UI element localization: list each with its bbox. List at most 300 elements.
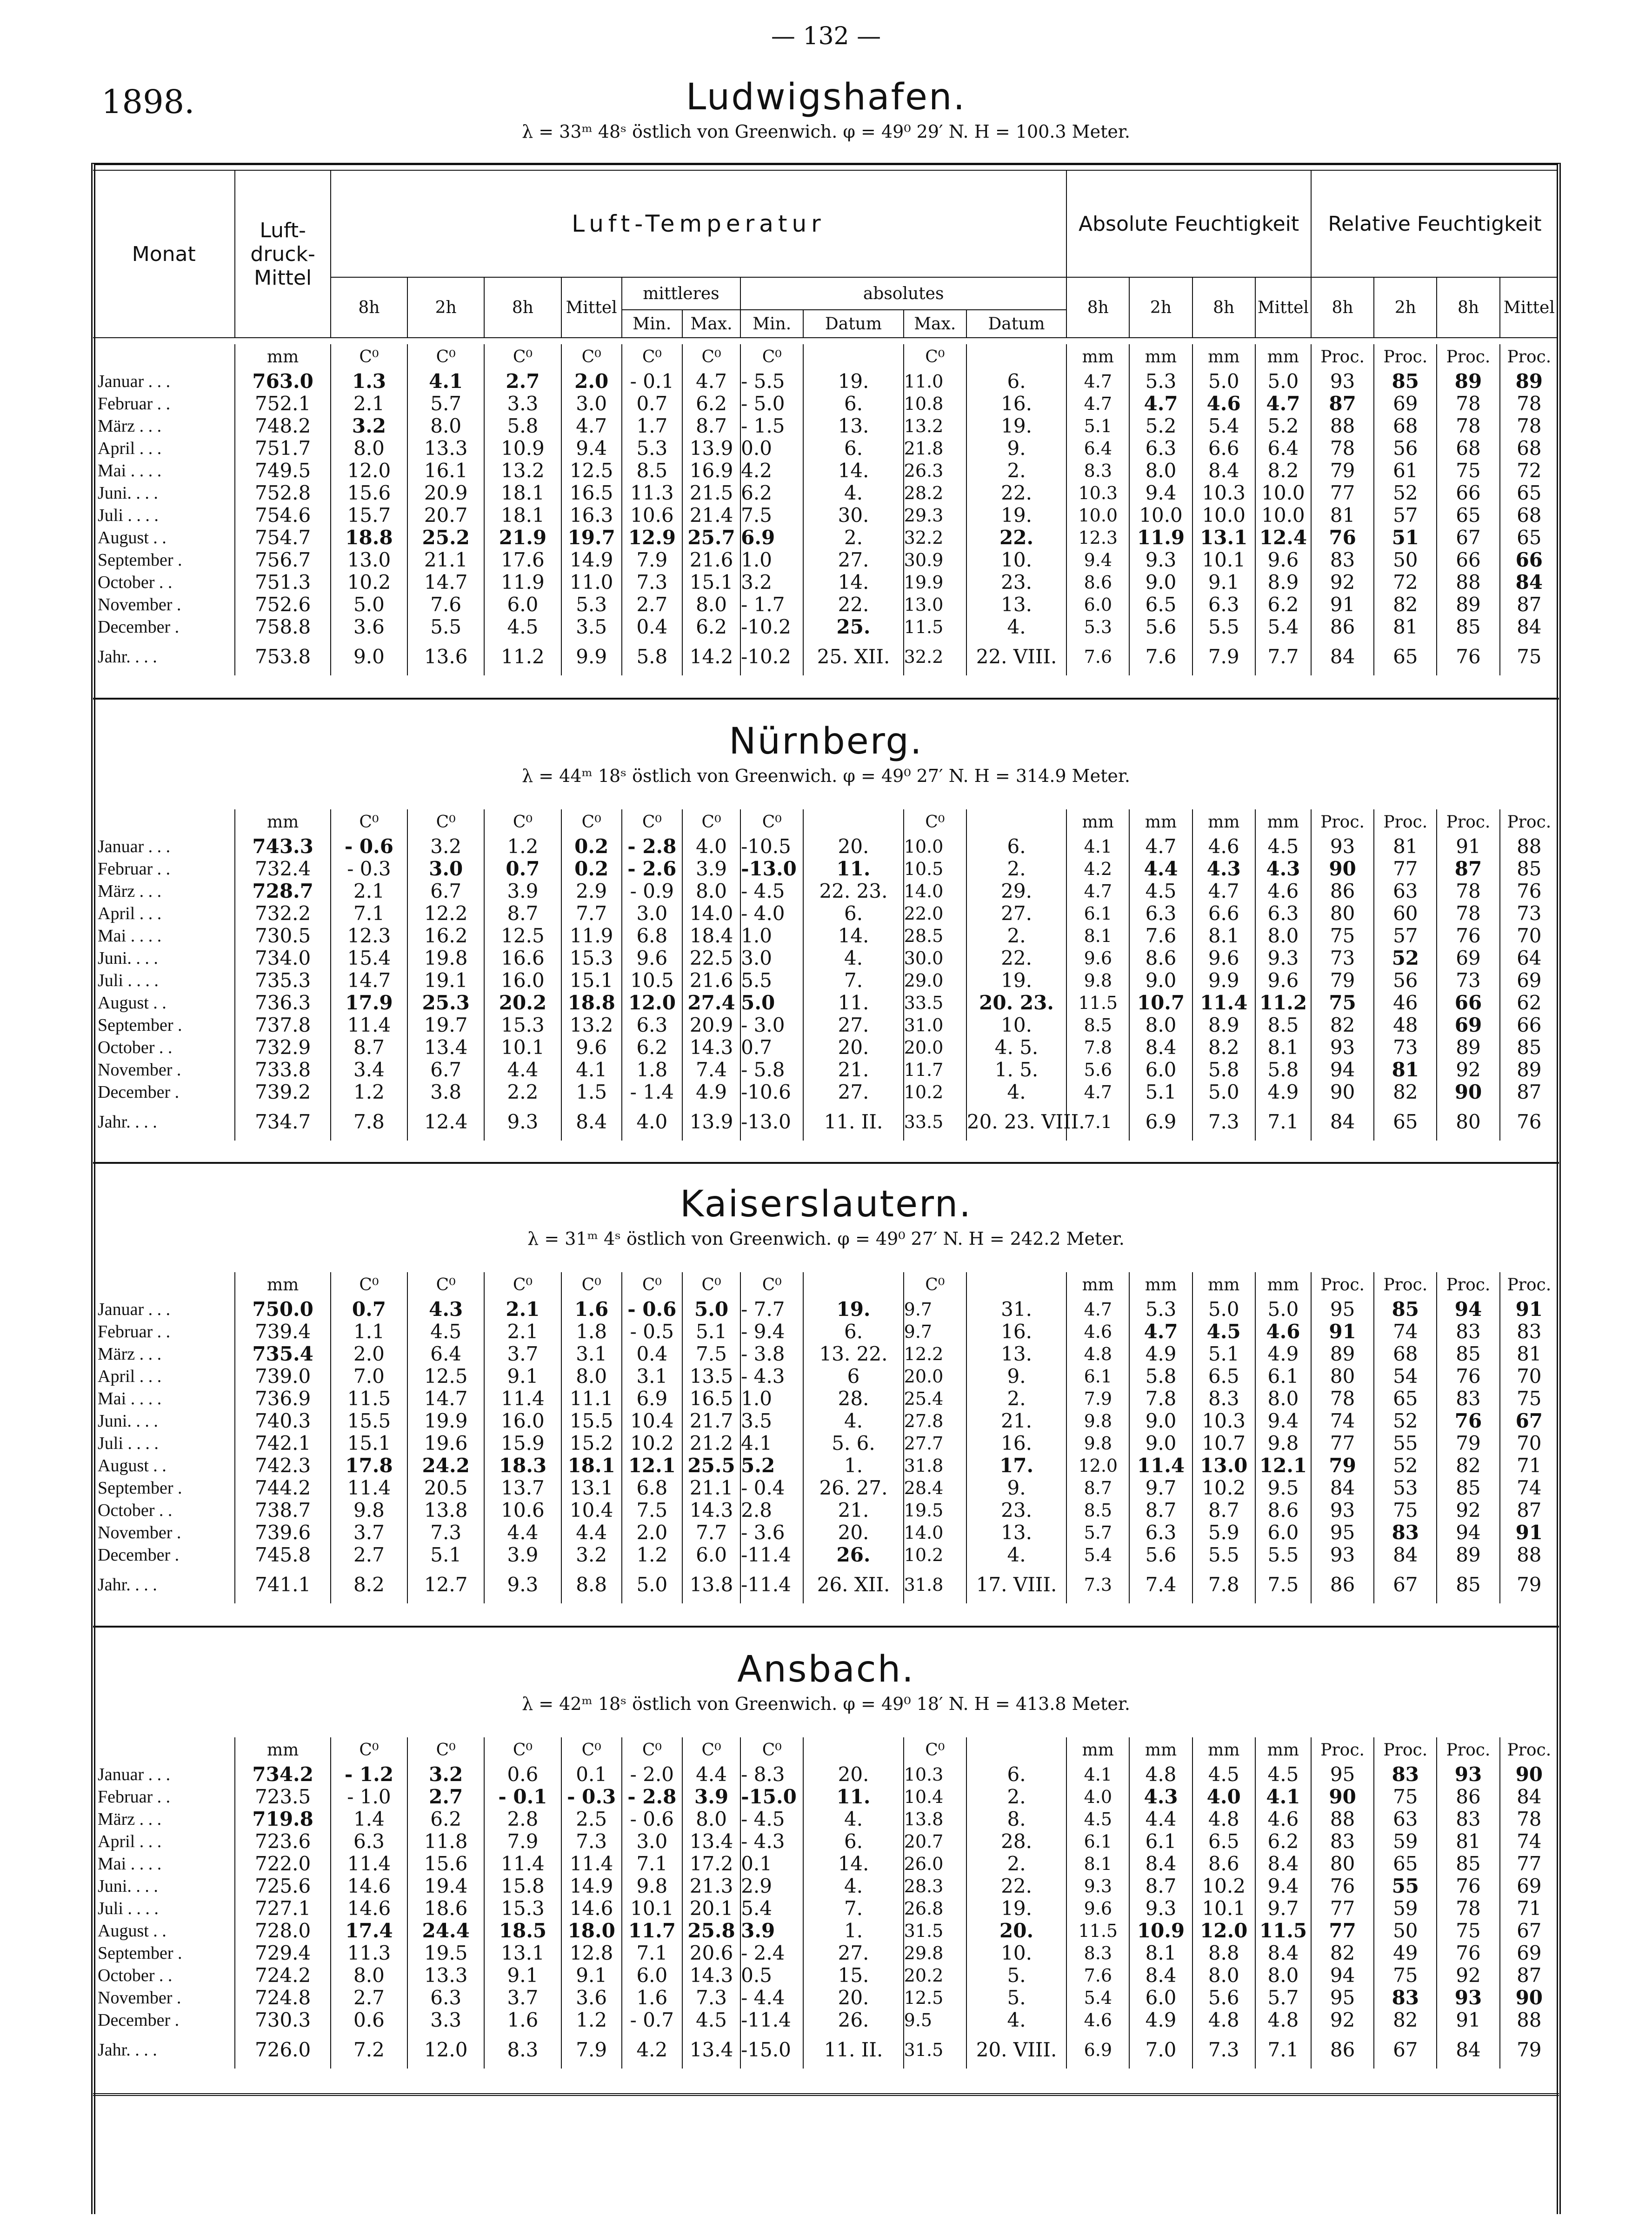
data-cell: 4. — [966, 1544, 1066, 1566]
data-cell: 7.0 — [331, 1365, 407, 1388]
data-cell: 9.6 — [561, 1036, 622, 1059]
data-cell: 4.1 — [740, 1432, 803, 1455]
data-cell: 12.0 — [1192, 1920, 1255, 1942]
data-cell: 18.8 — [561, 992, 622, 1014]
data-cell: 735.4 — [235, 1343, 330, 1365]
data-cell: 12.9 — [622, 527, 682, 549]
data-cell: 22. — [966, 527, 1066, 549]
data-cell: 4.5 — [682, 2009, 740, 2031]
data-cell: 734.0 — [235, 947, 330, 969]
data-cell: 95 — [1311, 1522, 1374, 1544]
data-cell: 4.7 — [1066, 1298, 1129, 1321]
data-cell: 10.0 — [1192, 504, 1255, 527]
data-cell: 15.6 — [331, 482, 407, 504]
data-cell: 4.7 — [1129, 1321, 1192, 1343]
data-cell: 4.6 — [1192, 393, 1255, 415]
data-cell: 3.9 — [682, 1786, 740, 1808]
data-cell: 14.0 — [904, 880, 966, 902]
data-cell: 2.1 — [484, 1321, 561, 1343]
data-cell: 8.9 — [1255, 571, 1311, 594]
data-cell: 11.3 — [331, 1942, 407, 1964]
data-cell: 82 — [1311, 1014, 1374, 1036]
data-cell: 7.8 — [1129, 1388, 1192, 1410]
data-cell: 9.8 — [622, 1875, 682, 1897]
header-mittleres-max: Max. — [682, 310, 740, 338]
station-title: Kaiserslautern. — [680, 1183, 972, 1225]
data-cell: 7.2 — [331, 2031, 407, 2069]
data-cell: 78 — [1311, 1388, 1374, 1410]
data-cell: 25. — [803, 616, 903, 638]
data-cell: 79 — [1311, 1455, 1374, 1477]
data-cell: 9.4 — [561, 437, 622, 460]
data-cell: 7.9 — [1066, 1388, 1129, 1410]
data-cell: 73 — [1311, 947, 1374, 969]
data-cell: 27. — [803, 1014, 903, 1036]
header-absolutes-max: Max. — [904, 310, 966, 338]
station-coordinates: λ = 42ᵐ 18ˢ östlich von Greenwich. φ = 49⁰ 18′ N. H = 413.8 Meter. — [522, 1694, 1130, 1714]
data-cell: 95 — [1311, 1987, 1374, 2009]
table-row — [93, 393, 1558, 415]
data-cell: 5.0 — [1255, 1298, 1311, 1321]
data-cell: - 0.3 — [331, 858, 407, 880]
data-cell: 5.0 — [1192, 370, 1255, 393]
data-cell: 10.4 — [561, 1499, 622, 1522]
data-cell: 6.7 — [407, 880, 484, 902]
month-label: März . . . — [98, 881, 162, 901]
data-cell: - 3.0 — [740, 1014, 803, 1036]
data-cell: 9.8 — [1066, 1410, 1129, 1432]
data-cell: 1.0 — [740, 925, 803, 947]
data-cell: 13.3 — [407, 437, 484, 460]
data-cell: 8.0 — [682, 1808, 740, 1830]
data-cell: 8.0 — [331, 1964, 407, 1987]
data-cell: - 1.4 — [622, 1081, 682, 1103]
data-cell: 19. — [966, 504, 1066, 527]
data-cell: 22.0 — [904, 902, 966, 925]
data-cell: 72 — [1374, 571, 1437, 594]
data-cell: 94 — [1311, 1059, 1374, 1081]
data-cell: 8.3 — [484, 2031, 561, 2069]
table-row — [93, 527, 1558, 549]
data-cell: 724.8 — [235, 1987, 330, 2009]
data-cell: 7.3 — [561, 1830, 622, 1853]
data-cell: 83 — [1374, 1522, 1437, 1544]
table-row — [93, 835, 1558, 858]
data-cell: 92 — [1437, 1964, 1499, 1987]
data-cell: 78 — [1500, 1808, 1558, 1830]
units-cell-blank — [93, 809, 235, 835]
data-cell: 8.0 — [682, 594, 740, 616]
data-cell: 89 — [1500, 1059, 1558, 1081]
data-cell: 9.3 — [1066, 1875, 1129, 1897]
data-cell: 6.0 — [1066, 594, 1129, 616]
data-cell: 749.5 — [235, 460, 330, 482]
data-cell: 28. — [803, 1388, 903, 1410]
data-cell: 4.9 — [1255, 1343, 1311, 1365]
data-cell: 15.2 — [561, 1432, 622, 1455]
data-cell: 70 — [1500, 925, 1558, 947]
data-cell: 15.8 — [484, 1875, 561, 1897]
data-cell: 1. — [803, 1455, 903, 1477]
data-cell: 10.3 — [1192, 1410, 1255, 1432]
data-cell: 84 — [1500, 616, 1558, 638]
data-cell: 4.1 — [1255, 1786, 1311, 1808]
data-cell: 7.5 — [682, 1343, 740, 1365]
unit-cell — [966, 344, 1066, 370]
data-cell: 76 — [1500, 1103, 1558, 1141]
unit-cell: Proc. — [1374, 1737, 1437, 1763]
table-row — [93, 880, 1558, 902]
data-cell: 6.2 — [682, 393, 740, 415]
units-row — [93, 344, 1558, 370]
data-cell: 15.4 — [331, 947, 407, 969]
data-cell: 739.2 — [235, 1081, 330, 1103]
data-cell: 69 — [1500, 969, 1558, 992]
data-cell: - 2.0 — [622, 1763, 682, 1786]
data-cell: 66 — [1437, 549, 1499, 571]
data-cell: 93 — [1311, 1499, 1374, 1522]
data-cell: 15.3 — [484, 1014, 561, 1036]
data-cell: 13.4 — [682, 2031, 740, 2069]
month-label: Juli . . . . — [98, 1434, 159, 1453]
data-cell: 19.9 — [407, 1410, 484, 1432]
data-cell: 10.4 — [904, 1786, 966, 1808]
data-cell: 5.0 — [622, 1566, 682, 1603]
data-cell: - 4.4 — [740, 1987, 803, 2009]
header-absolute-feuchtigkeit: Absolute Feuchtigkeit — [1066, 170, 1311, 277]
data-cell: 10.1 — [1192, 1897, 1255, 1920]
data-cell: 11.5 — [1066, 992, 1129, 1014]
data-cell: 10.1 — [484, 1036, 561, 1059]
data-cell: 2.1 — [331, 393, 407, 415]
data-cell: 10.8 — [904, 393, 966, 415]
unit-cell — [803, 1272, 903, 1298]
data-cell: - 4.3 — [740, 1830, 803, 1853]
data-cell: 16. — [966, 1432, 1066, 1455]
data-cell: 89 — [1311, 1343, 1374, 1365]
data-cell: 81 — [1437, 1830, 1499, 1853]
data-cell: 13.9 — [682, 437, 740, 460]
data-cell: - 2.6 — [622, 858, 682, 880]
data-cell: 8.5 — [1255, 1014, 1311, 1036]
data-cell: 80 — [1311, 902, 1374, 925]
data-cell: 14. — [803, 571, 903, 594]
data-cell: 20. VIII. — [966, 2031, 1066, 2069]
data-cell: 30.0 — [904, 947, 966, 969]
data-cell: 9.4 — [1129, 482, 1192, 504]
data-cell: 73 — [1500, 902, 1558, 925]
data-cell: 53 — [1374, 1477, 1437, 1499]
data-cell: 9.8 — [1255, 1432, 1311, 1455]
data-cell: 7.3 — [1192, 2031, 1255, 2069]
data-cell: 20.7 — [904, 1830, 966, 1853]
data-cell: 11. — [803, 858, 903, 880]
data-cell: 8.4 — [1255, 1853, 1311, 1875]
data-cell: 5. 6. — [803, 1432, 903, 1455]
station-table-nuernberg — [93, 809, 1558, 1141]
data-cell: 87 — [1311, 393, 1374, 415]
data-cell: 5.0 — [1255, 370, 1311, 393]
data-cell: 0.4 — [622, 1343, 682, 1365]
year-label: 1898. — [101, 83, 195, 121]
data-cell: 20. — [803, 1036, 903, 1059]
data-cell: 66 — [1500, 549, 1558, 571]
data-cell: 9.4 — [1255, 1875, 1311, 1897]
data-cell: 3.2 — [561, 1544, 622, 1566]
data-cell: 5.0 — [1192, 1298, 1255, 1321]
data-cell: 5.0 — [740, 992, 803, 1014]
data-cell: 7.1 — [331, 902, 407, 925]
data-cell: 732.4 — [235, 858, 330, 880]
data-cell: 6.5 — [1192, 1830, 1255, 1853]
data-cell: 12.3 — [331, 925, 407, 947]
data-cell: 10.1 — [622, 1897, 682, 1920]
data-cell: 6.2 — [407, 1808, 484, 1830]
data-cell: 5.8 — [1129, 1365, 1192, 1388]
data-cell: 6.0 — [1129, 1059, 1192, 1081]
data-cell: 12.1 — [1255, 1455, 1311, 1477]
data-cell: 50 — [1374, 549, 1437, 571]
header-absolutes-min-datum: Datum — [803, 310, 903, 338]
data-cell: 6.4 — [1255, 437, 1311, 460]
station-header-ludwigshafen — [0, 76, 1652, 142]
data-cell: 5.5 — [1255, 1544, 1311, 1566]
data-cell: 32.2 — [904, 638, 966, 675]
data-cell: - 0.1 — [622, 370, 682, 393]
data-cell: 56 — [1374, 437, 1437, 460]
data-cell: 25.3 — [407, 992, 484, 1014]
data-cell: 52 — [1374, 482, 1437, 504]
data-cell: 10.6 — [484, 1499, 561, 1522]
data-cell: 4.9 — [1255, 1081, 1311, 1103]
data-cell: 6.4 — [1066, 437, 1129, 460]
unit-cell: C⁰ — [904, 344, 966, 370]
data-cell: 18.1 — [561, 1455, 622, 1477]
data-cell: 89 — [1437, 370, 1499, 393]
data-cell: 7.7 — [1255, 638, 1311, 675]
header-relative-feuchtigkeit: Relative Feuchtigkeit — [1311, 170, 1558, 277]
data-cell: 10.1 — [1192, 549, 1255, 571]
data-cell: 76 — [1500, 880, 1558, 902]
data-cell: 84 — [1437, 2031, 1499, 2069]
data-cell: 7.3 — [682, 1987, 740, 2009]
unit-cell: mm — [235, 344, 330, 370]
data-cell: 21.4 — [682, 504, 740, 527]
data-cell: 4.8 — [1129, 1763, 1192, 1786]
data-cell: 7.3 — [1192, 1103, 1255, 1141]
data-cell: 3.7 — [331, 1522, 407, 1544]
data-cell: 739.0 — [235, 1365, 330, 1388]
data-cell: 72 — [1500, 460, 1558, 482]
data-cell: 66 — [1437, 482, 1499, 504]
data-cell: 3.9 — [740, 1920, 803, 1942]
data-cell: 75 — [1311, 925, 1374, 947]
unit-cell: C⁰ — [904, 1737, 966, 1763]
table-row — [93, 1477, 1558, 1499]
data-cell: 12.4 — [1255, 527, 1311, 549]
data-cell: 69 — [1374, 393, 1437, 415]
data-cell: 4.1 — [1066, 835, 1129, 858]
data-cell: 739.6 — [235, 1522, 330, 1544]
data-cell: 78 — [1500, 415, 1558, 437]
data-cell: -11.4 — [740, 2009, 803, 2031]
station-header-kaiserslautern — [0, 1183, 1652, 1249]
data-cell: 27. — [803, 1081, 903, 1103]
data-cell: 9.8 — [1066, 969, 1129, 992]
data-cell: 13.4 — [682, 1830, 740, 1853]
table-row — [93, 460, 1558, 482]
data-cell: 78 — [1500, 393, 1558, 415]
data-cell: 91 — [1437, 835, 1499, 858]
data-cell: 13. — [966, 1343, 1066, 1365]
data-cell: 48 — [1374, 1014, 1437, 1036]
data-cell: 91 — [1437, 2009, 1499, 2031]
data-cell: 81 — [1374, 1059, 1437, 1081]
data-cell: 70 — [1500, 1432, 1558, 1455]
data-cell: 8.4 — [561, 1103, 622, 1141]
data-cell: 2.9 — [740, 1875, 803, 1897]
data-cell: 14. — [803, 925, 903, 947]
data-cell: 77 — [1311, 1897, 1374, 1920]
data-cell: 7.9 — [561, 2031, 622, 2069]
unit-cell: mm — [1255, 809, 1311, 835]
data-cell: 11.4 — [561, 1853, 622, 1875]
data-cell: 6.1 — [1129, 1830, 1192, 1853]
data-cell: -15.0 — [740, 2031, 803, 2069]
data-cell: 13.9 — [682, 1103, 740, 1141]
data-cell: -11.4 — [740, 1566, 803, 1603]
unit-cell: mm — [1192, 1737, 1255, 1763]
data-cell: 15.3 — [484, 1897, 561, 1920]
column-header — [93, 170, 1558, 338]
data-cell: 6.3 — [1255, 902, 1311, 925]
data-cell: 742.3 — [235, 1455, 330, 1477]
unit-cell: C⁰ — [622, 1272, 682, 1298]
unit-cell: C⁰ — [740, 1272, 803, 1298]
data-cell: 13.2 — [904, 415, 966, 437]
data-cell: 733.8 — [235, 1059, 330, 1081]
table-row — [93, 1059, 1558, 1081]
data-cell: - 0.6 — [331, 835, 407, 858]
data-cell: 77 — [1311, 482, 1374, 504]
data-cell: 7.8 — [331, 1103, 407, 1141]
units-cell-blank — [93, 1737, 235, 1763]
data-cell: 69 — [1500, 1942, 1558, 1964]
data-cell: 1. — [803, 1920, 903, 1942]
data-cell: 8.5 — [622, 460, 682, 482]
data-cell: 6. — [803, 1321, 903, 1343]
data-cell: 4.6 — [1066, 2009, 1129, 2031]
data-cell: 2. — [966, 858, 1066, 880]
data-cell: 4.8 — [1255, 2009, 1311, 2031]
data-cell: 11.9 — [1129, 527, 1192, 549]
data-cell: 2.0 — [331, 1343, 407, 1365]
data-cell: 5.0 — [682, 1298, 740, 1321]
data-cell: 24.2 — [407, 1455, 484, 1477]
data-cell: 65 — [1437, 504, 1499, 527]
data-cell: 78 — [1437, 1897, 1499, 1920]
data-cell: 4.5 — [1255, 835, 1311, 858]
data-cell: 8.5 — [1066, 1014, 1129, 1036]
data-cell: 1.8 — [561, 1321, 622, 1343]
data-cell: 29.8 — [904, 1942, 966, 1964]
data-cell: 18.8 — [331, 527, 407, 549]
data-cell: 4.7 — [1066, 370, 1129, 393]
header-monat: Monat — [93, 170, 235, 338]
data-cell: 6.8 — [622, 1477, 682, 1499]
data-cell: 11.4 — [1192, 992, 1255, 1014]
data-cell: 8.3 — [1192, 1388, 1255, 1410]
data-cell: 15. — [803, 1964, 903, 1987]
data-cell: 13. — [966, 594, 1066, 616]
data-cell: 9.1 — [561, 1964, 622, 1987]
data-cell: 10.9 — [484, 437, 561, 460]
data-cell: 10. — [966, 1014, 1066, 1036]
data-cell: 8.7 — [1066, 1477, 1129, 1499]
header-absolutes-max-datum: Datum — [966, 310, 1066, 338]
data-cell: 9.9 — [561, 638, 622, 675]
header-abs-8h-evening: 8h — [1192, 277, 1255, 338]
data-cell: 83 — [1374, 1763, 1437, 1786]
data-cell: 14.7 — [407, 571, 484, 594]
data-cell: 10.0 — [1255, 504, 1311, 527]
data-cell: 88 — [1311, 1808, 1374, 1830]
data-cell: 1.6 — [484, 2009, 561, 2031]
data-cell: 21.5 — [682, 482, 740, 504]
units-cell-blank — [93, 344, 235, 370]
data-cell: - 9.4 — [740, 1321, 803, 1343]
data-cell: 93 — [1437, 1763, 1499, 1786]
station-title: Nürnberg. — [729, 721, 923, 762]
data-cell: 26. XII. — [803, 1566, 903, 1603]
data-cell: 5.7 — [1066, 1522, 1129, 1544]
data-cell: 6.2 — [1255, 1830, 1311, 1853]
data-cell: 95 — [1311, 1763, 1374, 1786]
data-cell: 21.9 — [484, 527, 561, 549]
data-cell: 14.9 — [561, 1875, 622, 1897]
data-cell: 7.1 — [1066, 1103, 1129, 1141]
data-cell: 8.6 — [1192, 1853, 1255, 1875]
header-abs-2h: 2h — [1129, 277, 1192, 338]
data-cell: 9. — [966, 1365, 1066, 1388]
data-cell: 2.8 — [740, 1499, 803, 1522]
data-cell: 67 — [1500, 1920, 1558, 1942]
data-cell: 2.0 — [622, 1522, 682, 1544]
data-cell: 85 — [1500, 858, 1558, 880]
header-rel-8h: 8h — [1311, 277, 1374, 338]
data-cell: 8.7 — [682, 415, 740, 437]
data-cell: 14.9 — [561, 549, 622, 571]
data-cell: 0.7 — [622, 393, 682, 415]
data-cell: 0.0 — [740, 437, 803, 460]
data-cell: 726.0 — [235, 2031, 330, 2069]
month-label: Juli . . . . — [98, 506, 159, 525]
data-cell: 86 — [1311, 2031, 1374, 2069]
data-cell: 3.5 — [740, 1410, 803, 1432]
data-cell: 75 — [1437, 460, 1499, 482]
data-cell: 3.9 — [484, 1544, 561, 1566]
data-cell: - 4.3 — [740, 1365, 803, 1388]
data-cell: 89 — [1437, 594, 1499, 616]
data-cell: 763.0 — [235, 370, 330, 393]
data-cell: 31.8 — [904, 1566, 966, 1603]
data-cell: 83 — [1374, 1987, 1437, 2009]
data-cell: 0.2 — [561, 858, 622, 880]
table-row — [93, 1036, 1558, 1059]
data-cell: 20.9 — [682, 1014, 740, 1036]
data-cell: 78 — [1437, 880, 1499, 902]
data-cell: 7.1 — [622, 1853, 682, 1875]
